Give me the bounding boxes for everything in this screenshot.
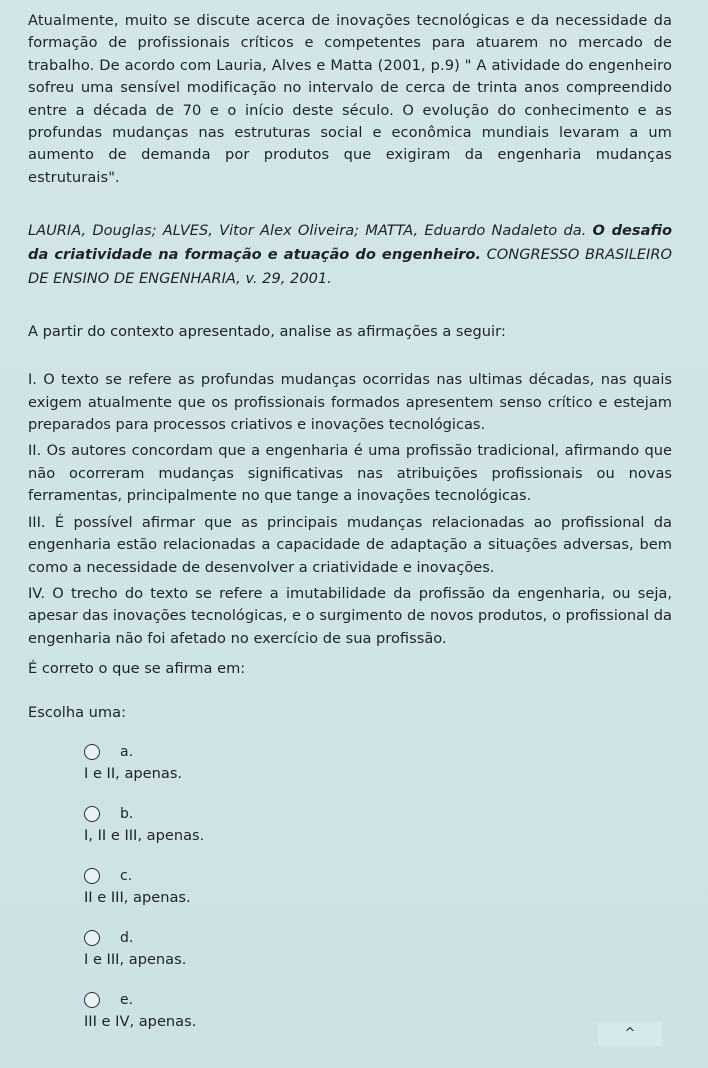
citation-title: O desafio da criatividade na formação e atuação do engenheiro. [28,222,672,264]
citation [28,219,672,291]
option-text[interactable]: III e IV, apenas. [84,1013,197,1031]
radio-button-d[interactable] [84,930,100,946]
option-a[interactable] [84,740,672,802]
option-letter: e. [120,992,134,1009]
citation-source: CONGRESSO BRASILEIRO DE ENSINO DE ENGENHARIA, v. 29, 2001. [28,246,672,288]
statement-4: IV. O trecho do texto se refere a imutabilidade da profissão da engenharia, ou seja, apesar das inovações tecnológicas, e o surgimento de novos produtos, o profissional da engenharia não foi afetado no exercício de sua profissão. [28,584,672,647]
statement-2: II. Os autores concordam que a engenharia é uma profissão tradicional, afirmando que não ocorreram mudanças significativas nas atribuições profissionais ou novas ferramentas, principalmente no que tange a inovações tecnológicas. [28,442,672,505]
citation-authors: LAURIA, Douglas; ALVES, Vitor Alex Oliveira; MATTA, Eduardo Nadaleto da. [28,222,593,240]
choose-label: Escolha uma: [28,704,126,722]
option-letter: d. [120,930,134,947]
option-b[interactable] [84,802,672,864]
option-text[interactable]: II e III, apenas. [84,889,191,907]
option-letter: b. [120,806,134,823]
option-e[interactable] [84,988,672,1050]
prompt-text: A partir do contexto apresentado, analise as afirmações a seguir: [28,323,506,341]
option-text[interactable]: I e II, apenas. [84,765,183,783]
statements-list [28,369,672,650]
answer-options [28,740,672,1050]
option-text[interactable]: I e III, apenas. [84,951,187,969]
option-d[interactable] [84,926,672,988]
chevron-up-icon: ^ [624,1026,636,1041]
option-c[interactable] [84,864,672,926]
radio-button-a[interactable] [84,744,100,760]
statement-3: III. É possível afirmar que as principais mudanças relacionadas ao profissional da engenharia estão relacionadas a capacidade de adaptação a situações adversas, bem como a necessidade de desenvolver a criatividade e inovações. [28,513,672,576]
question-text: É correto o que se afirma em: [28,660,246,678]
radio-button-c[interactable] [84,868,100,884]
option-letter: a. [120,744,134,761]
scroll-to-top-button[interactable] [598,1022,662,1046]
intro-text: Atualmente, muito se discute acerca de inovações tecnológicas e da necessidade da formação de profissionais críticos e competentes para atuarem no mercado de trabalho. De acordo com Lauria, Alves e Matta (2001, p.9) " A atividade do engenheiro sofreu uma sensível modificação no intervalo de cerca de trinta anos compreendido entre a década de 70 e o início deste século. O evolução do conhecimento e as profundas mudanças nas estruturas social e econômica mundiais levaram a um aumento de demanda por produtos que exigiram da engenharia mudanças estruturais". [28,12,672,186]
radio-button-b[interactable] [84,806,100,822]
radio-button-e[interactable] [84,992,100,1008]
statement-1: I. O texto se refere as profundas mudanças ocorridas nas ultimas décadas, nas quais exigem atualmente que os profissionais formados apresentem senso crítico e estejam preparados para processos criativos e inovações tecnológicas. [28,371,672,434]
option-letter: c. [120,868,133,885]
option-text[interactable]: I, II e III, apenas. [84,827,205,845]
